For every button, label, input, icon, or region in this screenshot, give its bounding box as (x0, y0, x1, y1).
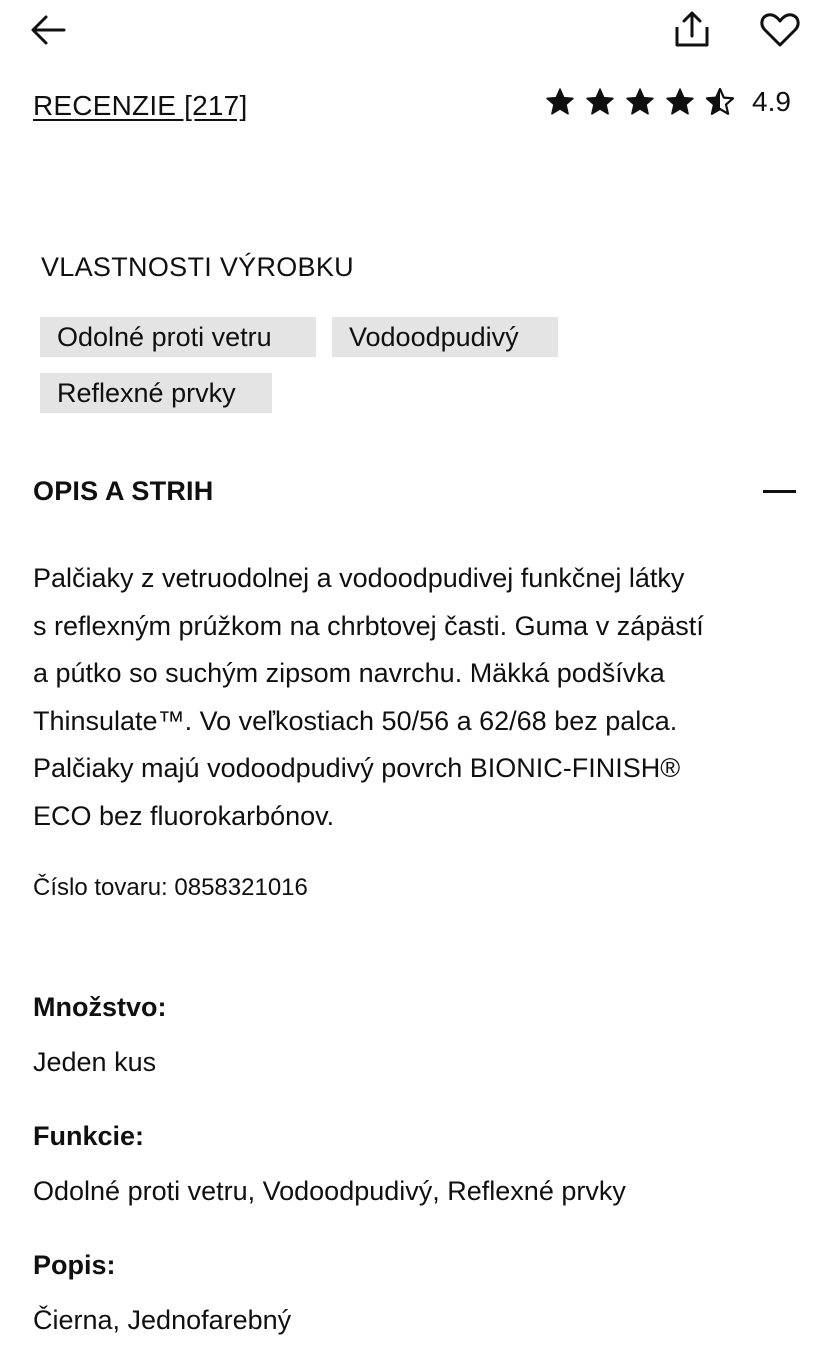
detail-label-quantity: Množstvo: (33, 992, 167, 1022)
minus-icon (763, 490, 796, 493)
share-icon (670, 8, 714, 52)
rating-stars (546, 88, 746, 116)
rating (546, 84, 791, 120)
article-number: Číslo tovaru: 0858321016 (33, 874, 308, 901)
detail-value-description: Čierna, Jednofarebný (33, 1305, 292, 1335)
star-half-icon (706, 88, 734, 116)
arrow-left-icon (28, 10, 70, 50)
favorite-button[interactable] (758, 8, 802, 52)
description-line: ECO bez fluorokarbónov. (33, 800, 335, 831)
description-line: Palčiaky majú vodoodpudivý povrch BIONIC-FINISH® (33, 753, 681, 784)
properties-title: VLASTNOSTI VÝROBKU (41, 252, 354, 282)
product-description (33, 555, 793, 841)
heart-icon (758, 8, 802, 52)
star-full-icon (586, 88, 614, 116)
collapse-button[interactable] (760, 474, 800, 510)
detail-label-description: Popis: (33, 1250, 116, 1280)
detail-value-functions: Odolné proti vetru, Vodoodpudivý, Reflexné prvky (33, 1176, 626, 1206)
description-line: Thinsulate™. Vo veľkostiach 50/56 a 62/68 bez palca. (33, 705, 678, 736)
description-section-title[interactable]: OPIS A STRIH (33, 476, 214, 506)
property-chip: Vodoodpudivý (332, 317, 558, 357)
share-button[interactable] (670, 8, 714, 52)
star-full-icon (666, 88, 694, 116)
rating-value: 4.9 (752, 86, 791, 117)
property-chip: Odolné proti vetru (40, 317, 316, 357)
back-button[interactable] (28, 10, 70, 50)
property-chip: Reflexné prvky (40, 373, 272, 413)
description-line: Palčiaky z vetruodolnej a vodoodpudivej funkčnej látky (33, 563, 685, 593)
top-bar (0, 0, 828, 60)
detail-label-functions: Funkcie: (33, 1121, 145, 1151)
detail-value-quantity: Jeden kus (33, 1047, 157, 1077)
description-line: s reflexným prúžkom na chrbtovej časti. Guma v zápästí (33, 610, 704, 641)
description-line: a pútko so suchým zipsom navrchu. Mäkká podšívka (33, 658, 665, 689)
reviews-link[interactable]: RECENZIE [217] (33, 90, 248, 121)
star-full-icon (546, 88, 574, 116)
star-full-icon (626, 88, 654, 116)
